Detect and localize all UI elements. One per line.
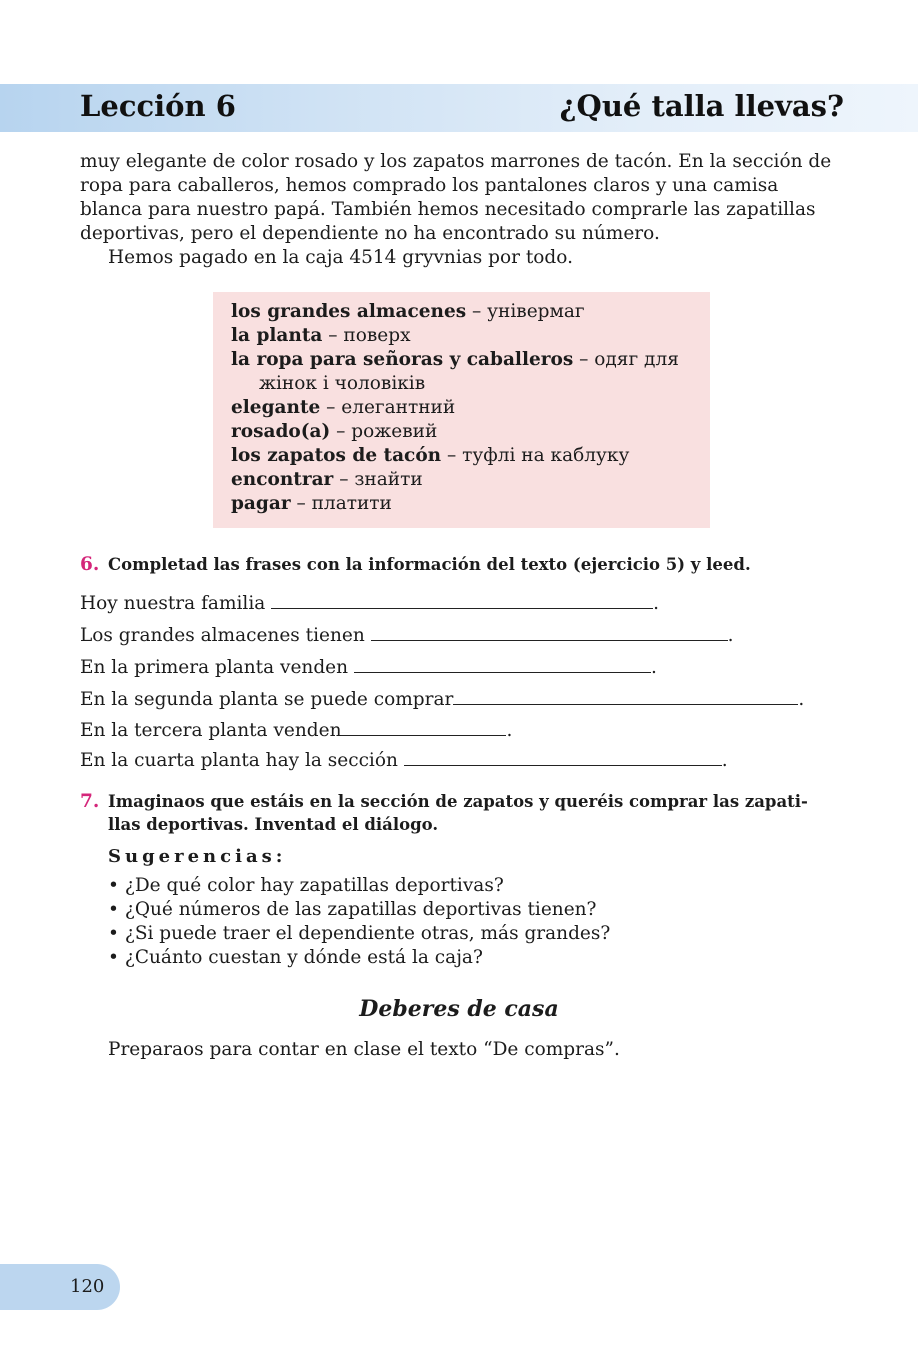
vocab-translation: – елегантний (320, 397, 456, 418)
sentence-text: Hoy nuestra familia (80, 593, 272, 614)
reading-text (80, 150, 844, 270)
vocab-entry (231, 300, 700, 324)
fill-sentence (80, 590, 659, 616)
suggestion-item: • ¿Si puede traer el dependiente otras, más grandes? (108, 922, 610, 946)
suggestions-list (108, 874, 610, 970)
vocab-translation: – знайти (333, 469, 423, 490)
answer-blank[interactable] (371, 622, 728, 641)
vocab-translation: – універмаг (466, 301, 585, 322)
fill-sentence (80, 717, 512, 743)
sentence-end: . (653, 593, 660, 614)
vocab-translation: – поверх (322, 325, 411, 346)
answer-blank[interactable] (354, 654, 651, 673)
vocab-entry (231, 444, 700, 468)
sentence-text: En la segunda planta se puede comprar (80, 689, 454, 710)
answer-blank[interactable] (453, 686, 798, 705)
vocab-term: los zapatos de tacón (231, 445, 442, 466)
lesson-header (0, 84, 918, 132)
exercise-7-instruction (80, 790, 860, 836)
fill-sentence (80, 686, 804, 712)
vocab-term: los grandes almacenes (231, 301, 467, 322)
exercise-6-instruction (80, 553, 860, 576)
vocab-term: rosado(a) (231, 421, 331, 442)
sentence-end: . (650, 657, 657, 678)
answer-blank[interactable] (271, 590, 653, 609)
vocab-term: la planta (231, 325, 323, 346)
fill-sentence (80, 747, 728, 773)
answer-blank[interactable] (341, 717, 506, 736)
reading-line: deportivas, pero el dependiente no ha encontrado su número. (80, 223, 660, 244)
vocab-entry (231, 492, 700, 516)
vocab-entry (231, 348, 700, 372)
exercise-6-text: Completad las frases con la información del texto (ejercicio 5) y leed. (108, 555, 751, 574)
sentence-end: . (798, 689, 805, 710)
exercise-7-line (80, 790, 860, 813)
suggestions-title: Sugerencias: (108, 846, 287, 867)
reading-line: muy elegante de color rosado y los zapatos marrones de tacón. En la sección de (80, 151, 832, 172)
lesson-topic: ¿Qué talla llevas? (559, 89, 844, 123)
sentence-text: En la tercera planta venden (80, 720, 342, 741)
exercise-number: 6. (80, 554, 100, 575)
sentence-end: . (727, 625, 734, 646)
fill-sentence (80, 622, 734, 648)
fill-sentence (80, 654, 657, 680)
vocab-entry (231, 420, 700, 444)
lesson-number: Lección 6 (80, 89, 236, 123)
vocab-term: pagar (231, 493, 291, 514)
reading-line: blanca para nuestro papá. También hemos necesitado comprarle las zapatillas (80, 199, 816, 220)
vocab-translation: – рожевий (330, 421, 438, 442)
sentence-end: . (506, 720, 513, 741)
vocab-translation: – туфлі на каблуку (441, 445, 630, 466)
exercise-7-text: Imaginaos que estáis en la sección de zapatos y queréis comprar las zapati- (108, 792, 808, 811)
vocab-entry (231, 468, 700, 492)
sentence-end: . (721, 750, 728, 771)
sentence-text: En la primera planta venden (80, 657, 354, 678)
vocab-entry (231, 324, 700, 348)
homework-text: Preparaos para contar en clase el texto “De compras”. (108, 1039, 620, 1060)
answer-blank[interactable] (404, 747, 722, 766)
reading-line: Hemos pagado en la caja 4514 gryvnias por todo. (108, 247, 573, 268)
vocab-term: la ropa para señoras y caballeros (231, 349, 574, 370)
homework-title: Deberes de casa (359, 996, 559, 1022)
suggestion-item: • ¿De qué color hay zapatillas deportivas? (108, 874, 610, 898)
vocab-term: elegante (231, 397, 321, 418)
vocab-translation: – одяг для (573, 349, 679, 370)
reading-line: ropa para caballeros, hemos comprado los pantalones claros y una camisa (80, 175, 779, 196)
vocabulary-box (213, 292, 710, 528)
vocab-translation: – платити (290, 493, 392, 514)
suggestion-item: • ¿Cuánto cuestan y dónde está la caja? (108, 946, 610, 970)
vocab-entry (231, 396, 700, 420)
sentence-text: En la cuarta planta hay la sección (80, 750, 404, 771)
exercise-number: 7. (80, 791, 100, 812)
suggestion-item: • ¿Qué números de las zapatillas deportivas tienen? (108, 898, 610, 922)
vocab-entry (231, 372, 700, 396)
vocab-translation: жінок і чоловіків (259, 373, 426, 394)
exercise-7-line: llas deportivas. Inventad el diálogo. (108, 815, 439, 834)
vocab-term: encontrar (231, 469, 334, 490)
sentence-text: Los grandes almacenes tienen (80, 625, 371, 646)
page-number: 120 (70, 1276, 105, 1297)
page-number-tab (0, 1264, 120, 1310)
